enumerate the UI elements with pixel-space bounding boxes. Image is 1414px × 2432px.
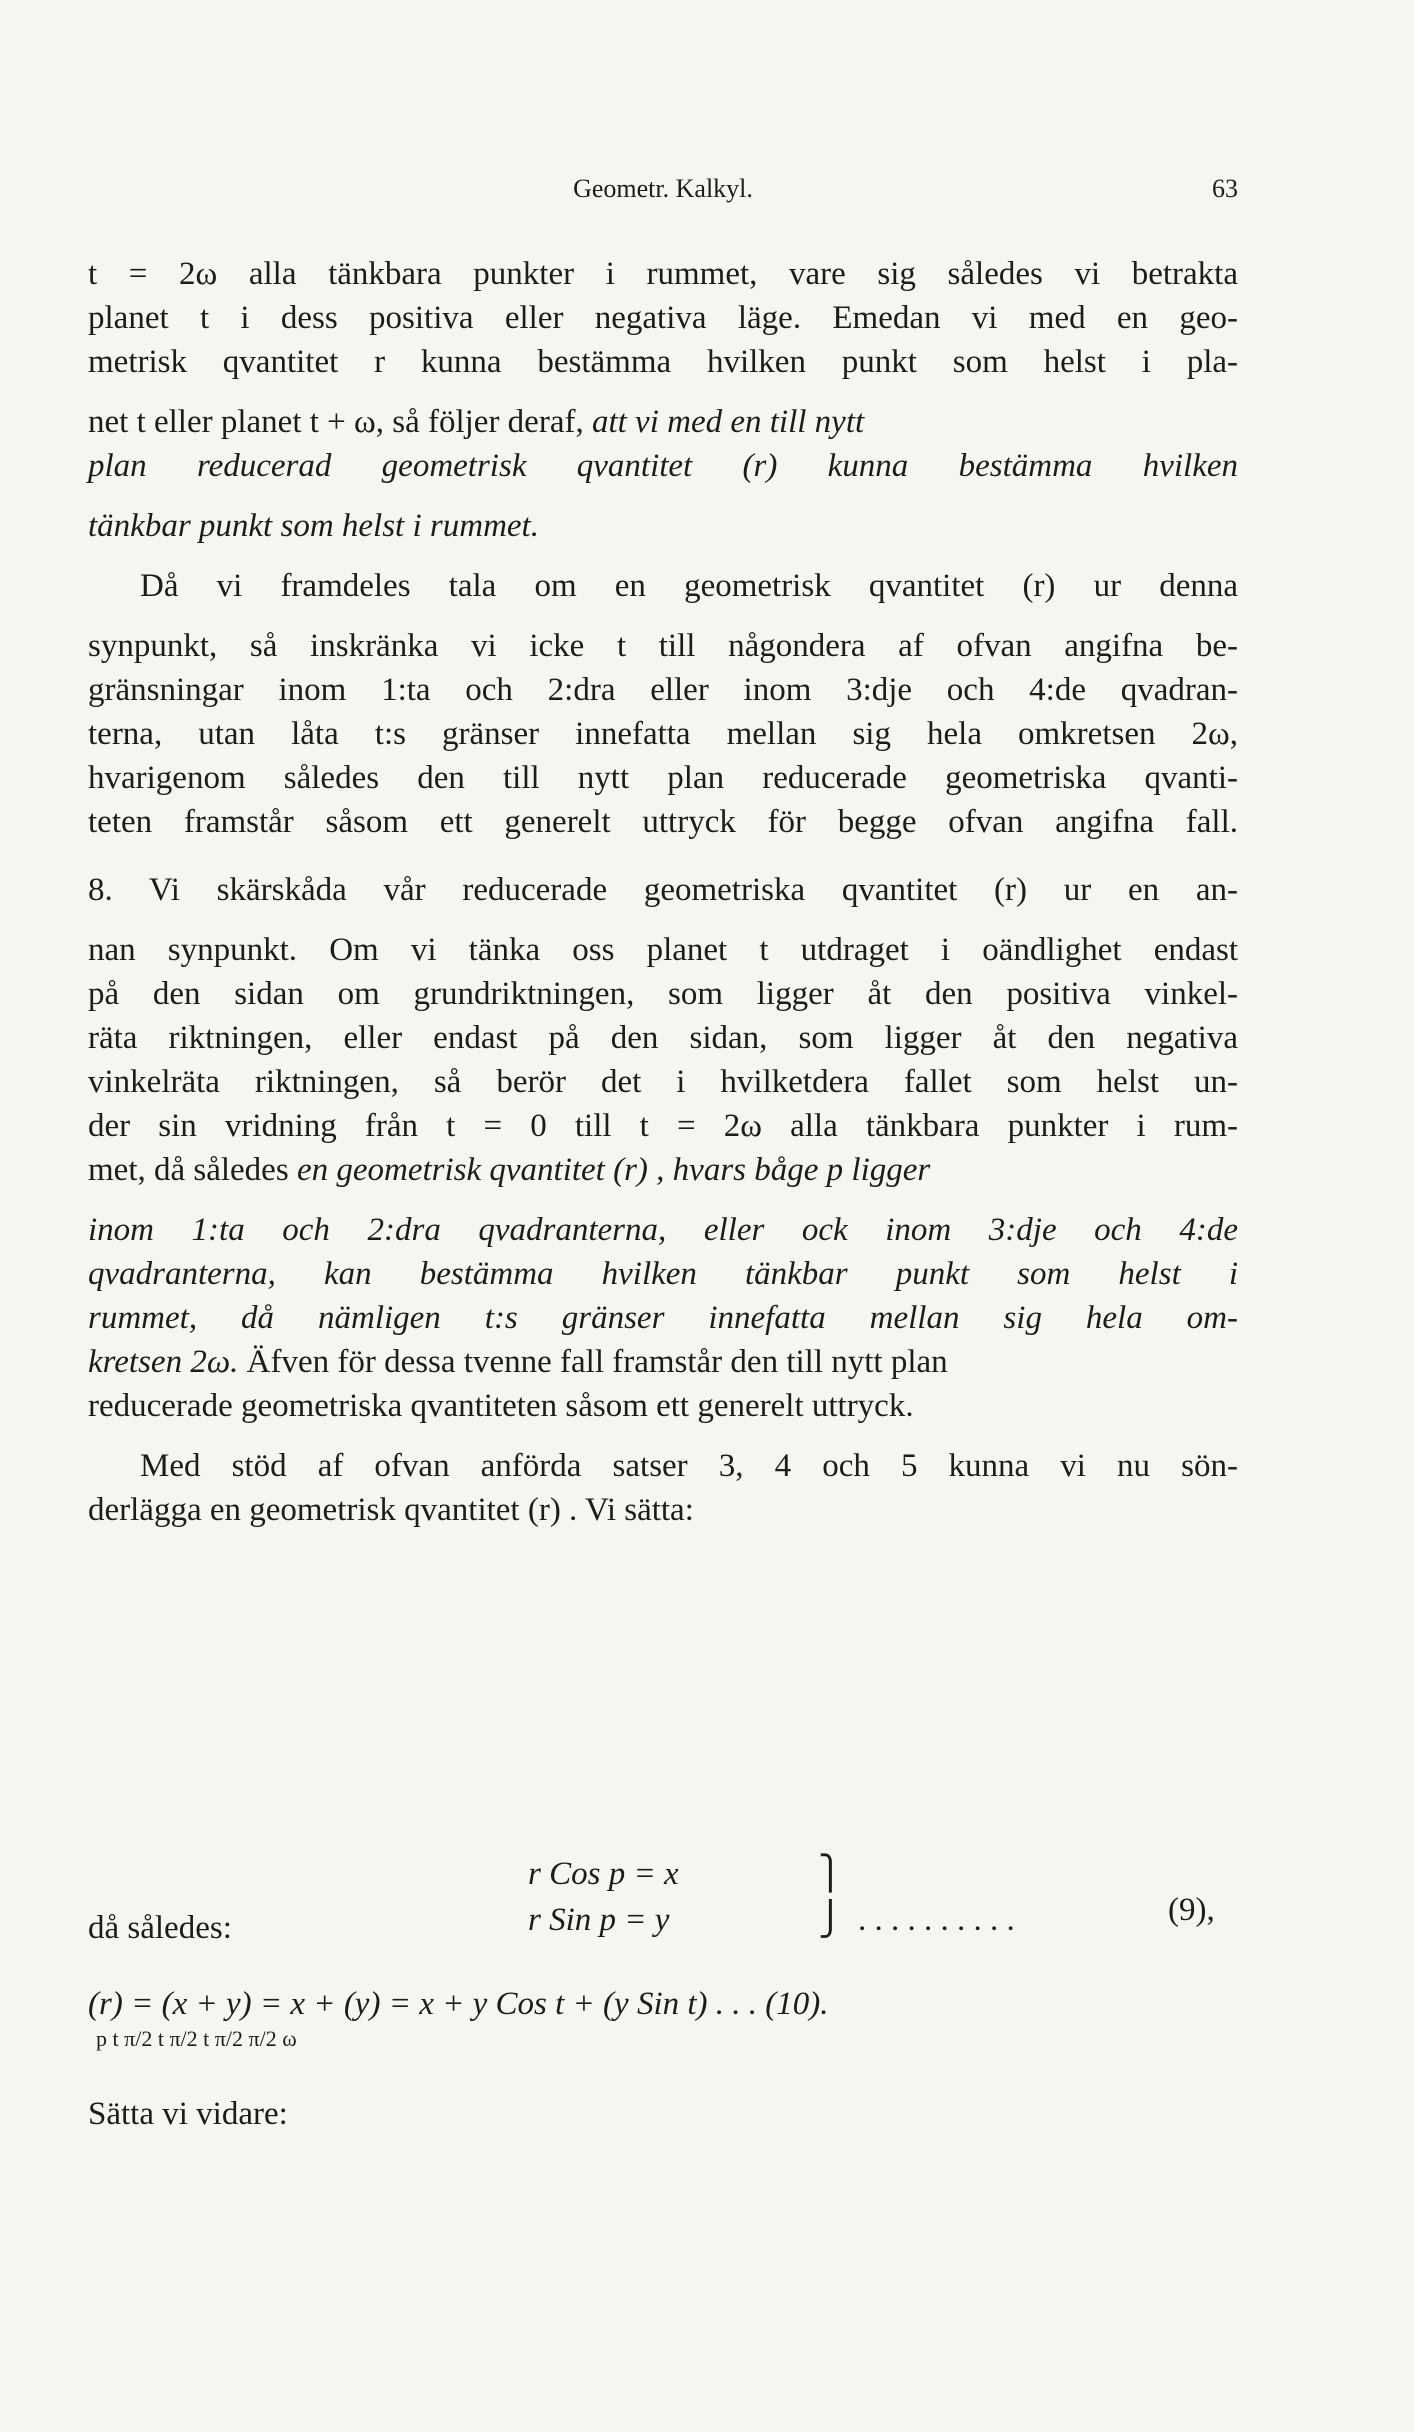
eq9-dots: . . . . . . . . . . <box>858 1902 1015 1938</box>
p1-line-6-text: tänkbar punkt som helst i rummet. <box>88 508 539 544</box>
p1-line-5-text: plan reducerad geometrisk qvantitet (r) kunna bestämma hvilken <box>88 448 1238 484</box>
p3-line-8-text: inom 1:ta och 2:dra qvadranterna, eller ock inom 3:dje och 4:de <box>88 1212 1238 1248</box>
p3-line-10 <box>88 1296 1238 1340</box>
p3-line-8 <box>88 1208 1238 1252</box>
p3-line-11b: Äfven för dessa tvenne fall framstår den till nytt plan <box>246 1344 948 1380</box>
p2-line-6: teten framstår såsom ett generelt uttryck för begge ofvan angifna fall. <box>88 804 1238 840</box>
p3-line-12: reducerade geometriska qvantiteten såsom ett generelt uttryck. <box>88 1388 914 1424</box>
p2-line-2: synpunkt, så inskränka vi icke t till någondera af ofvan angifna be- <box>88 628 1238 664</box>
p3-line-7 <box>88 1148 1238 1192</box>
p4-line-2: derlägga en geometrisk qvantitet (r) . Vi sätta: <box>88 1492 694 1528</box>
p1-line-1: t = 2ω alla tänkbara punkter i rummet, vare sig således vi betrakta <box>88 256 1238 292</box>
running-header <box>88 172 1238 212</box>
eq9-row2: r Sin p = y <box>528 1902 670 1938</box>
p3-line-11a: kretsen 2ω. <box>88 1344 239 1380</box>
eq10-text: (r) = (x + y) = x + (y) = x + y Cos t + (y Sin t) . . . (10). <box>88 1986 829 2022</box>
p3-line-6: der sin vridning från t = 0 till t = 2ω alla tänkbara punkter i rum- <box>88 1108 1238 1144</box>
da-saledes: då således: <box>88 1910 232 1946</box>
eq10-subscripts: p t π/2 t π/2 t π/2 π/2 ω <box>96 2026 297 2051</box>
eq9-row1: r Cos p = x <box>528 1856 679 1892</box>
header-title: Geometr. Kalkyl. <box>573 174 753 203</box>
p3-line-1: 8. Vi skärskåda vår reducerade geometriska qvantitet (r) ur en an- <box>88 872 1238 908</box>
p2-line-1: Då vi framdeles tala om en geometrisk qvantitet (r) ur denna <box>140 568 1238 604</box>
body-text <box>88 252 1238 1556</box>
p1-line-5 <box>88 444 1238 488</box>
p2-line-3: gränsningar inom 1:ta och 2:dra eller inom 3:dje och 4:de qvadran- <box>88 672 1238 708</box>
p2-line-5: hvarigenom således den till nytt plan reducerade geometriska qvanti- <box>88 760 1238 796</box>
p3-line-7b: en geometrisk qvantitet (r) , hvars båge p ligger <box>296 1152 931 1188</box>
p1-line-4 <box>88 400 1238 444</box>
p3-line-11 <box>88 1340 1238 1384</box>
p3-line-9 <box>88 1252 1238 1296</box>
p1-line-3: metrisk qvantitet r kunna bestämma hvilken punkt som helst i pla- <box>88 344 1238 380</box>
p1-line-2: planet t i dess positiva eller negativa läge. Emedan vi med en geo- <box>88 300 1238 336</box>
eq9-label: (9), <box>1168 1892 1215 1928</box>
p1-line-6 <box>88 504 1238 548</box>
p2-line-4: terna, utan låta t:s gränser innefatta mellan sig hela omkretsen 2ω, <box>88 716 1238 752</box>
p3-line-5: vinkelräta riktningen, så berör det i hvilketdera fallet som helst un- <box>88 1064 1238 1100</box>
p1-line-4a: net t eller planet t + ω, så följer deraf, <box>88 404 584 440</box>
p3-line-10-text: rummet, då nämligen t:s gränser innefatta mellan sig hela om- <box>88 1300 1238 1336</box>
p1-line-4b: att vi med en till nytt <box>591 404 865 440</box>
eq9-brace-top: ⎫ <box>818 1856 843 1892</box>
eq9-brace-bottom: ⎭ <box>818 1902 843 1938</box>
closing-line: Sätta vi vidare: <box>88 2096 288 2132</box>
p3-line-7a: met, då således <box>88 1152 289 1188</box>
p4-line-1: Med stöd af ofvan anförda satser 3, 4 och 5 kunna vi nu sön- <box>140 1448 1238 1484</box>
page-number: 63 <box>1212 174 1238 203</box>
da-saledes-block <box>88 1906 1238 1950</box>
p3-line-2: nan synpunkt. Om vi tänka oss planet t utdraget i oändlighet endast <box>88 932 1238 968</box>
p3-line-9-text: qvadranterna, kan bestämma hvilken tänkbar punkt som helst i <box>88 1256 1238 1292</box>
p3-line-3: på den sidan om grundriktningen, som ligger åt den positiva vinkel- <box>88 976 1238 1012</box>
closing-block <box>88 2092 1238 2136</box>
p3-line-4: räta riktningen, eller endast på den sidan, som ligger åt den negativa <box>88 1020 1238 1056</box>
equation-10 <box>88 1982 1238 2052</box>
